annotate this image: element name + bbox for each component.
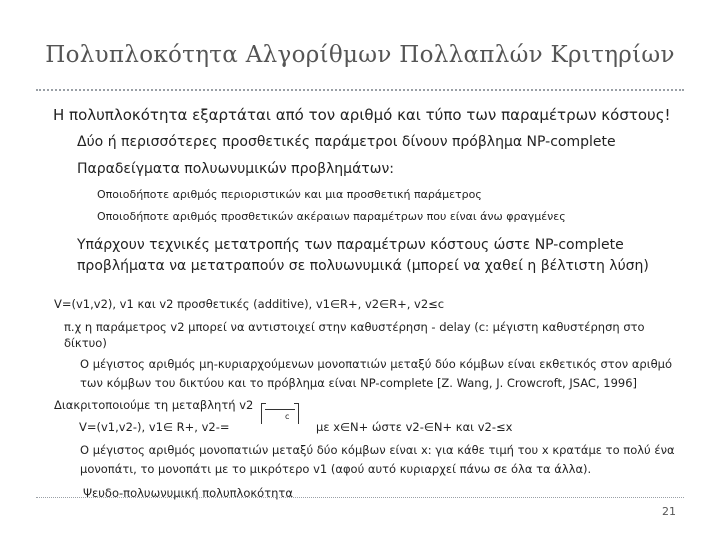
- page-number: 21: [662, 505, 676, 518]
- ceiling-fraction: [259, 397, 299, 423]
- body-line: των κόμβων του δικτύου και το πρόβλημα είναι NP-complete [Z. Wang, J. Crowcroft, JSAC, 1996]: [80, 376, 638, 390]
- slide-title: Πολυπλοκότητα Αλγορίθμων Πολλαπλών Κριτηρίων: [45, 42, 675, 68]
- body-line: Ψευδο-πολυωνυμική πολυπλοκότητα: [83, 486, 293, 500]
- body-line: V=(v1,v2), v1 και v2 προσθετικές (additive), v1∈R+, v2∈R+, v2≤c: [54, 297, 445, 311]
- bullet-text: Οποιοδήποτε αριθμός προσθετικών ακέραιων παραμέτρων που είναι άνω φραγμένες: [97, 210, 566, 223]
- fraction-numerator: c: [285, 412, 290, 421]
- formula-condition: με x∈N+ ώστε v2-∈N+ και v2-≤x: [316, 420, 513, 434]
- body-line: π.χ η παράμετρος v2 μπορεί να αντιστοιχεί στην καθυστέρηση - delay (c: μέγιστη καθυστέρηση στο: [64, 320, 645, 334]
- bullet-text: Η πολυπλοκότητα εξαρτάται από τον αριθμό και τύπο των παραμέτρων κόστους!: [53, 106, 671, 124]
- body-line: Ο μέγιστος αριθμός μη-κυριαρχούμενων μονοπατιών μεταξύ δύο κόμβων είναι εκθετικός στον αριθμό: [80, 357, 672, 371]
- body-line: Διακριτοποιούμε τη μεταβλητή v2: [54, 398, 254, 412]
- bullet-text-continued: προβλήματα να μετατραπούν σε πολυωνυμικά (μπορεί να χαθεί η βέλτιστη λύση): [77, 258, 649, 274]
- body-line: δίκτυο): [64, 336, 107, 350]
- bullet-text: Δύο ή περισσότερες προσθετικές παράμετροι δίνουν πρόβλημα NP-complete: [77, 134, 616, 150]
- formula-line: V=(v1,v2-), v1∈ R+, v2-=: [79, 420, 230, 434]
- bullet-text: Υπάρχουν τεχνικές μετατροπής των παραμέτρων κόστους ώστε NP-complete: [77, 237, 624, 253]
- footer-divider: [36, 497, 684, 498]
- title-divider: [36, 89, 684, 91]
- bullet-text: Οποιοδήποτε αριθμός περιοριστικών και μια προσθετική παράμετρος: [97, 188, 482, 201]
- body-line: Ο μέγιστος αριθμός μονοπατιών μεταξύ δύο κόμβων είναι x: για κάθε τιμή του x κρατάμε το πολύ ένα: [80, 443, 675, 457]
- body-line: μονοπάτι, το μονοπάτι με το μικρότερο v1 (αφού αυτό κυριαρχεί πάνω σε όλα τα άλλα).: [80, 462, 592, 476]
- bullet-text: Παραδείγματα πολυωνυμικών προβλημάτων:: [77, 161, 394, 177]
